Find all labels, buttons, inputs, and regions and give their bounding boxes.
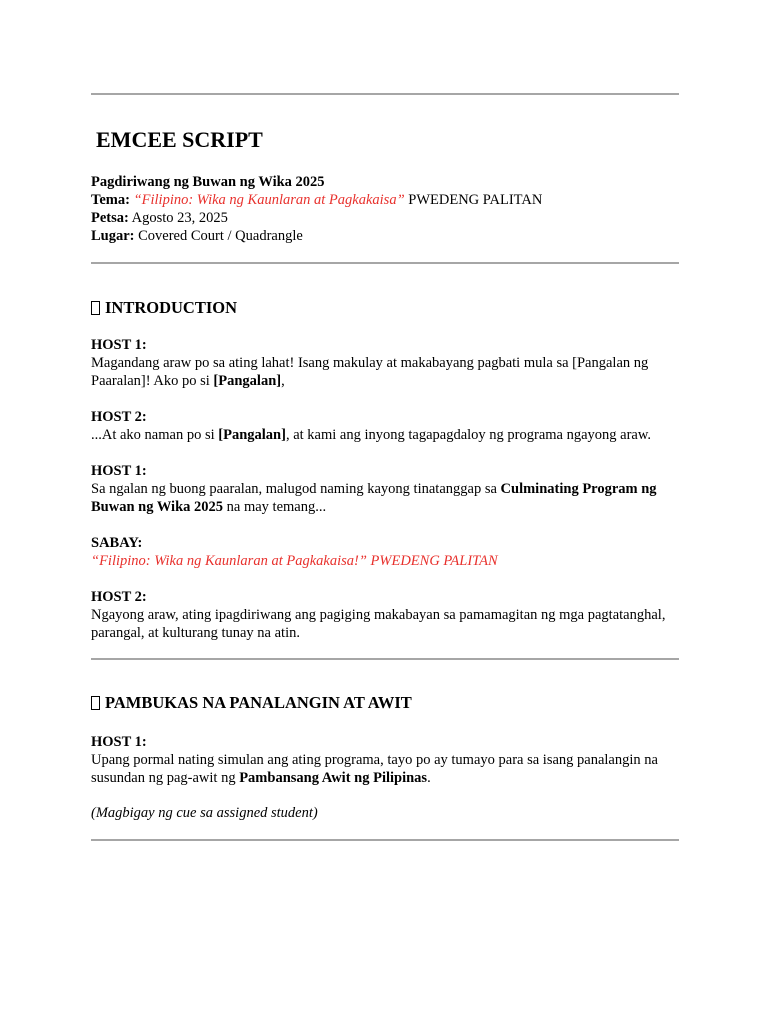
- petsa-line: [91, 209, 542, 227]
- petsa-label: Petsa:: [91, 210, 129, 226]
- lugar-value: Covered Court / Quadrangle: [134, 228, 303, 244]
- divider-3: [91, 839, 679, 841]
- stage-cue: [91, 804, 679, 822]
- script-text: Upang pormal nating simulan ang ating programa, tayo po ay tumayo para sa isang panalangin na susundan ng pag-awit ng Pambansang Awit ng Pilipinas.: [91, 752, 658, 786]
- speaker-label: HOST 2:: [91, 409, 147, 425]
- tema-note: PWEDENG PALITAN: [404, 192, 543, 208]
- tema-label: Tema:: [91, 192, 130, 208]
- script-text-theme: “Filipino: Wika ng Kaunlaran at Pagkakaisa!” PWEDENG PALITAN: [91, 553, 498, 569]
- missing-glyph-icon: [91, 301, 100, 315]
- script-block-host1-greeting: [91, 336, 679, 390]
- speaker-label: HOST 2:: [91, 589, 147, 605]
- lugar-label: Lugar:: [91, 228, 135, 244]
- tema-line: [91, 191, 542, 209]
- tema-value: “Filipino: Wika ng Kaunlaran at Pagkakaisa”: [133, 192, 405, 208]
- script-text: ...At ako naman po si [Pangalan], at kami ang inyong tagapagdaloy ng programa ngayong araw.: [91, 427, 652, 443]
- section-heading-introduction: INTRODUCTION: [91, 298, 237, 318]
- speaker-label: HOST 1:: [91, 463, 147, 479]
- section-heading-prayer: PAMBUKAS NA PANALANGIN AT AWIT: [91, 693, 412, 713]
- script-text: Magandang araw po sa ating lahat! Isang makulay at makabayang pagbati mula sa [Pangalan ng Paaralan]! Ako po si [Pangalan],: [91, 355, 649, 389]
- divider-2: [91, 658, 679, 660]
- speaker-label: HOST 1:: [91, 734, 147, 750]
- script-block-host1-welcome: [91, 462, 679, 516]
- script-block-host2-today: [91, 588, 679, 642]
- divider-top: [91, 93, 679, 95]
- divider-1: [91, 262, 679, 264]
- missing-glyph-icon: [91, 696, 100, 710]
- script-text: Sa ngalan ng buong paaralan, malugod naming kayong tinatanggap sa Culminating Program ng Buwan ng Wika 2025 na may temang...: [91, 481, 657, 515]
- event-details: [91, 173, 542, 245]
- speaker-label: HOST 1:: [91, 337, 147, 353]
- document-title: EMCEE SCRIPT: [96, 127, 263, 152]
- script-text: Ngayong araw, ating ipagdiriwang ang pagiging makabayan sa pamamagitan ng mga pagtatanghal, parangal, at kulturang tunay na atin.: [91, 607, 666, 641]
- script-block-host2-intro: [91, 408, 679, 444]
- cue-text: (Magbigay ng cue sa assigned student): [91, 805, 318, 821]
- script-block-sabay: [91, 534, 679, 570]
- event-name: Pagdiriwang ng Buwan ng Wika 2025: [91, 174, 325, 190]
- speaker-label: SABAY:: [91, 535, 143, 551]
- script-block-host1-prayer: [91, 733, 679, 787]
- petsa-value: Agosto 23, 2025: [128, 210, 228, 226]
- lugar-line: [91, 227, 542, 245]
